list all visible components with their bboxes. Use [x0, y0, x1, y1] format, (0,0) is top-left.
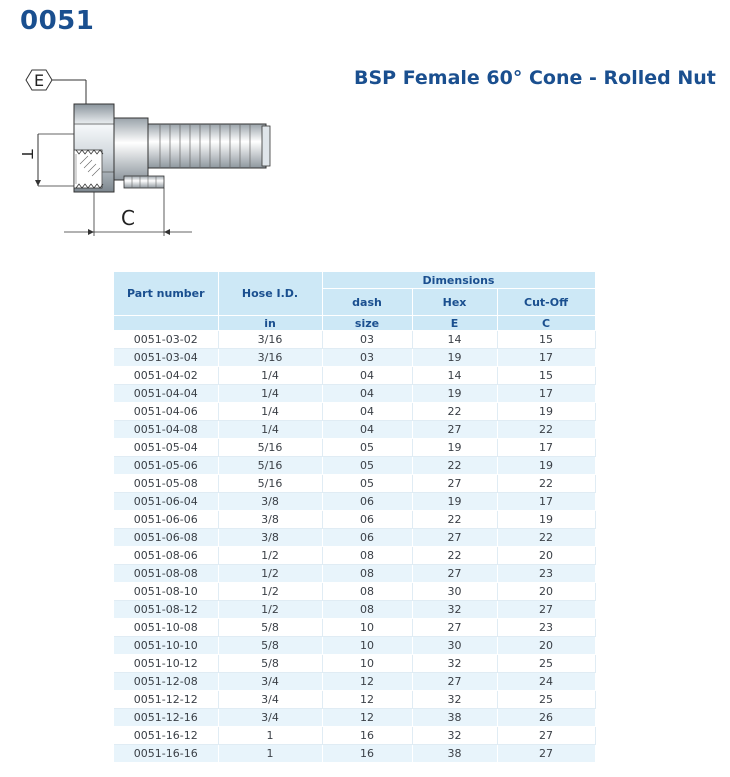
- cell-hose-id: 1/2: [218, 547, 322, 565]
- cell-part-number: 0051-08-06: [114, 547, 218, 565]
- cell-cutoff: 25: [497, 691, 595, 709]
- cell-cutoff: 27: [497, 727, 595, 745]
- dimensions-table: [114, 272, 596, 763]
- cell-part-number: 0051-08-10: [114, 583, 218, 601]
- cell-hose-id: 3/4: [218, 673, 322, 691]
- unit-cutoff: C: [497, 316, 595, 331]
- unit-part-number: [114, 316, 218, 331]
- table-row: [114, 565, 595, 583]
- cell-hose-id: 5/8: [218, 619, 322, 637]
- product-title: BSP Female 60° Cone - Rolled Nut: [354, 67, 716, 89]
- cell-hose-id: 1/4: [218, 385, 322, 403]
- table-row: [114, 655, 595, 673]
- cell-hex: 30: [412, 637, 497, 655]
- thread-dimension: [18, 134, 74, 186]
- cell-cutoff: 19: [497, 403, 595, 421]
- cell-hex: 22: [412, 511, 497, 529]
- cell-cutoff: 22: [497, 421, 595, 439]
- table-row: [114, 529, 595, 547]
- cell-part-number: 0051-04-02: [114, 367, 218, 385]
- cell-cutoff: 17: [497, 439, 595, 457]
- cell-part-number: 0051-04-06: [114, 403, 218, 421]
- cell-hose-id: 1/4: [218, 403, 322, 421]
- cell-part-number: 0051-16-12: [114, 727, 218, 745]
- cell-dash-size: 05: [322, 475, 412, 493]
- table-row: [114, 547, 595, 565]
- cell-part-number: 0051-06-06: [114, 511, 218, 529]
- table-row: [114, 475, 595, 493]
- cell-dash-size: 10: [322, 655, 412, 673]
- cell-cutoff: 22: [497, 475, 595, 493]
- cell-dash-size: 06: [322, 529, 412, 547]
- cell-hose-id: 3/8: [218, 511, 322, 529]
- fitting-hose-tail: [148, 124, 270, 168]
- cell-part-number: 0051-08-08: [114, 565, 218, 583]
- table-row: [114, 691, 595, 709]
- cell-dash-size: 04: [322, 421, 412, 439]
- cell-hex: 27: [412, 619, 497, 637]
- label-e: E: [33, 71, 45, 90]
- cell-dash-size: 08: [322, 601, 412, 619]
- cell-part-number: 0051-08-12: [114, 601, 218, 619]
- cell-cutoff: 26: [497, 709, 595, 727]
- cell-hex: 27: [412, 421, 497, 439]
- table-row: [114, 709, 595, 727]
- cell-cutoff: 22: [497, 529, 595, 547]
- cell-hose-id: 5/16: [218, 439, 322, 457]
- table-row: [114, 385, 595, 403]
- cell-hex: 14: [412, 331, 497, 349]
- unit-dash: size: [322, 316, 412, 331]
- label-t: T: [18, 149, 36, 159]
- table-row: [114, 331, 595, 349]
- cell-dash-size: 08: [322, 565, 412, 583]
- cell-hex: 22: [412, 403, 497, 421]
- table-row: [114, 439, 595, 457]
- cell-dash-size: 16: [322, 745, 412, 763]
- cell-hose-id: 3/4: [218, 709, 322, 727]
- cell-part-number: 0051-05-06: [114, 457, 218, 475]
- table-row: [114, 493, 595, 511]
- table-row: [114, 673, 595, 691]
- table-row: [114, 583, 595, 601]
- cell-dash-size: 08: [322, 583, 412, 601]
- cell-dash-size: 06: [322, 511, 412, 529]
- fitting-nut: [74, 104, 114, 192]
- cell-cutoff: 27: [497, 601, 595, 619]
- table-row: [114, 637, 595, 655]
- cell-dash-size: 04: [322, 385, 412, 403]
- cell-hose-id: 1/2: [218, 601, 322, 619]
- cutoff-dimension: [64, 188, 192, 236]
- table-row: [114, 601, 595, 619]
- cell-hose-id: 5/16: [218, 457, 322, 475]
- cell-hex: 27: [412, 565, 497, 583]
- cell-hose-id: 3/16: [218, 349, 322, 367]
- cell-cutoff: 24: [497, 673, 595, 691]
- cell-cutoff: 15: [497, 331, 595, 349]
- cell-part-number: 0051-12-16: [114, 709, 218, 727]
- cell-hex: 27: [412, 475, 497, 493]
- cell-dash-size: 05: [322, 457, 412, 475]
- cell-hex: 32: [412, 727, 497, 745]
- cell-part-number: 0051-16-16: [114, 745, 218, 763]
- cell-cutoff: 17: [497, 385, 595, 403]
- cell-part-number: 0051-06-04: [114, 493, 218, 511]
- cell-hex: 38: [412, 709, 497, 727]
- cell-hose-id: 1/2: [218, 583, 322, 601]
- cell-hose-id: 1/4: [218, 421, 322, 439]
- cell-part-number: 0051-04-08: [114, 421, 218, 439]
- cell-hose-id: 1/4: [218, 367, 322, 385]
- cell-cutoff: 27: [497, 745, 595, 763]
- table-row: [114, 745, 595, 763]
- cell-part-number: 0051-12-08: [114, 673, 218, 691]
- unit-hex: E: [412, 316, 497, 331]
- cell-hex: 27: [412, 673, 497, 691]
- cell-part-number: 0051-04-04: [114, 385, 218, 403]
- cell-hex: 38: [412, 745, 497, 763]
- cell-part-number: 0051-10-12: [114, 655, 218, 673]
- product-code-title: 0051: [20, 6, 95, 36]
- cell-cutoff: 17: [497, 493, 595, 511]
- cell-part-number: 0051-06-08: [114, 529, 218, 547]
- cell-hex: 19: [412, 349, 497, 367]
- cell-cutoff: 20: [497, 583, 595, 601]
- cell-hose-id: 3/8: [218, 529, 322, 547]
- table-row: [114, 421, 595, 439]
- table-row: [114, 727, 595, 745]
- cell-part-number: 0051-12-12: [114, 691, 218, 709]
- label-c: C: [121, 206, 135, 230]
- header-dash: dash: [322, 289, 412, 316]
- cell-hex: 19: [412, 385, 497, 403]
- cell-hose-id: 1/2: [218, 565, 322, 583]
- header-part-number: Part number: [114, 272, 218, 316]
- cell-cutoff: 23: [497, 565, 595, 583]
- table-body: [114, 331, 595, 763]
- cell-hose-id: 5/16: [218, 475, 322, 493]
- cell-dash-size: 16: [322, 727, 412, 745]
- cell-part-number: 0051-05-04: [114, 439, 218, 457]
- cell-hose-id: 1: [218, 745, 322, 763]
- cell-part-number: 0051-05-08: [114, 475, 218, 493]
- cell-hex: 14: [412, 367, 497, 385]
- cell-dash-size: 12: [322, 691, 412, 709]
- table-row: [114, 619, 595, 637]
- cell-cutoff: 20: [497, 547, 595, 565]
- cell-dash-size: 10: [322, 619, 412, 637]
- cell-cutoff: 17: [497, 349, 595, 367]
- fitting-technical-drawing: [14, 64, 274, 240]
- header-cutoff: Cut-Off: [497, 289, 595, 316]
- cell-hex: 32: [412, 601, 497, 619]
- cell-hose-id: 3/8: [218, 493, 322, 511]
- cell-hose-id: 3/16: [218, 331, 322, 349]
- cell-dash-size: 03: [322, 349, 412, 367]
- cell-hex: 30: [412, 583, 497, 601]
- cell-cutoff: 19: [497, 511, 595, 529]
- cell-part-number: 0051-03-04: [114, 349, 218, 367]
- cell-hex: 19: [412, 493, 497, 511]
- cell-hose-id: 5/8: [218, 637, 322, 655]
- table-row: [114, 367, 595, 385]
- cell-cutoff: 20: [497, 637, 595, 655]
- cell-dash-size: 04: [322, 367, 412, 385]
- cell-dash-size: 12: [322, 709, 412, 727]
- cell-part-number: 0051-03-02: [114, 331, 218, 349]
- cell-hex: 22: [412, 547, 497, 565]
- cell-hex: 32: [412, 691, 497, 709]
- table-row: [114, 349, 595, 367]
- table-row: [114, 457, 595, 475]
- cell-cutoff: 15: [497, 367, 595, 385]
- cell-dash-size: 03: [322, 331, 412, 349]
- cell-hex: 32: [412, 655, 497, 673]
- table-row: [114, 511, 595, 529]
- unit-hose-id: in: [218, 316, 322, 331]
- cell-cutoff: 19: [497, 457, 595, 475]
- cell-part-number: 0051-10-08: [114, 619, 218, 637]
- cell-cutoff: 23: [497, 619, 595, 637]
- header-hose-id: Hose I.D.: [218, 272, 322, 316]
- cell-part-number: 0051-10-10: [114, 637, 218, 655]
- cell-hose-id: 3/4: [218, 691, 322, 709]
- cell-dash-size: 05: [322, 439, 412, 457]
- cell-dash-size: 04: [322, 403, 412, 421]
- cell-hex: 19: [412, 439, 497, 457]
- cell-dash-size: 12: [322, 673, 412, 691]
- cell-hose-id: 1: [218, 727, 322, 745]
- header-hex: Hex: [412, 289, 497, 316]
- header-dimensions: Dimensions: [322, 272, 595, 289]
- cell-dash-size: 08: [322, 547, 412, 565]
- cell-dash-size: 10: [322, 637, 412, 655]
- cell-hex: 27: [412, 529, 497, 547]
- cell-hose-id: 5/8: [218, 655, 322, 673]
- cell-hex: 22: [412, 457, 497, 475]
- table-row: [114, 403, 595, 421]
- cell-dash-size: 06: [322, 493, 412, 511]
- cell-cutoff: 25: [497, 655, 595, 673]
